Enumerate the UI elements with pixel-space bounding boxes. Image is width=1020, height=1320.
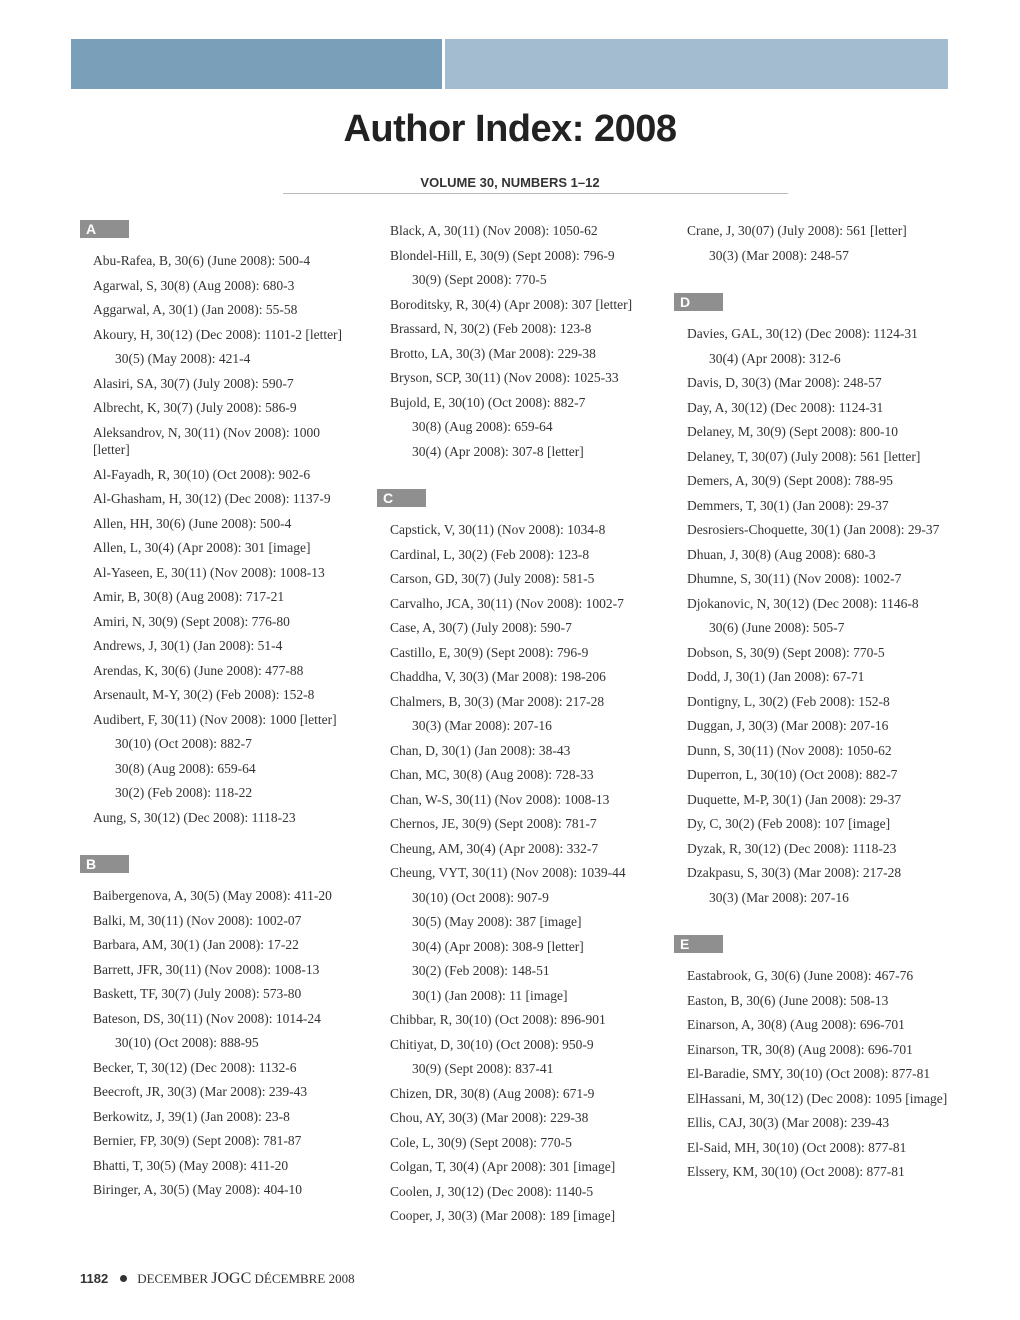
index-entry: Baskett, TF, 30(7) (July 2008): 573-80 xyxy=(93,986,302,1001)
index-sub-entry: 30(2) (Feb 2008): 118-22 xyxy=(115,785,253,800)
index-entry: Bhatti, T, 30(5) (May 2008): 411-20 xyxy=(93,1157,289,1173)
index-entry: Chalmers, B, 30(3) (Mar 2008): 217-28 xyxy=(390,693,605,709)
index-entry: Dodd, J, 30(1) (Jan 2008): 67-71 xyxy=(687,669,865,684)
index-entry: Aggarwal, A, 30(1) (Jan 2008): 55-58 xyxy=(93,302,298,317)
section-gap xyxy=(390,467,655,489)
index-entry: Biringer, A, 30(5) (May 2008): 404-10 xyxy=(93,1182,303,1197)
index-entry: Al-Fayadh, R, 30(10) (Oct 2008): 902-6 xyxy=(93,466,311,482)
index-entry: Eastabrook, G, 30(6) (June 2008): 467-76 xyxy=(687,968,914,983)
index-sub-entry: 30(10) (Oct 2008): 882-7 xyxy=(115,736,252,751)
section-letter-header: B xyxy=(80,855,129,873)
index-entry: Chibbar, R, 30(10) (Oct 2008): 896-901 xyxy=(390,1012,606,1027)
index-entry: Blondel-Hill, E, 30(9) (Sept 2008): 796-9 xyxy=(390,247,615,263)
footer-year: 2008 xyxy=(328,1271,355,1286)
index-sub-entry: 30(8) (Aug 2008): 659-64 xyxy=(412,419,553,434)
index-entry: Demmers, T, 30(1) (Jan 2008): 29-37 xyxy=(687,497,889,513)
index-sub-entry: 30(6) (June 2008): 505-7 xyxy=(709,620,845,635)
index-entry: Chan, D, 30(1) (Jan 2008): 38-43 xyxy=(390,742,571,758)
section-gap xyxy=(687,913,952,935)
index-entry: Dy, C, 30(2) (Feb 2008): 107 [image] xyxy=(687,816,891,831)
index-sub-entry: 30(5) (May 2008): 421-4 xyxy=(115,351,251,366)
index-entry: ElHassani, M, 30(12) (Dec 2008): 1095 [image] xyxy=(687,1090,948,1106)
index-entry: Duggan, J, 30(3) (Mar 2008): 207-16 xyxy=(687,718,889,733)
index-column-1 xyxy=(86,220,358,1206)
index-sub-entry: 30(8) (Aug 2008): 659-64 xyxy=(115,760,256,776)
index-entry: Baibergenova, A, 30(5) (May 2008): 411-20 xyxy=(93,888,332,903)
index-entry: Dhumne, S, 30(11) (Nov 2008): 1002-7 xyxy=(687,571,902,586)
index-entry: Elssery, KM, 30(10) (Oct 2008): 877-81 xyxy=(687,1164,905,1179)
index-entry: Chitiyat, D, 30(10) (Oct 2008): 950-9 xyxy=(390,1036,594,1052)
index-entry: Case, A, 30(7) (July 2008): 590-7 xyxy=(390,620,572,635)
index-entry: Agarwal, S, 30(8) (Aug 2008): 680-3 xyxy=(93,277,295,293)
index-entry: Allen, L, 30(4) (Apr 2008): 301 [image] xyxy=(93,540,311,555)
index-sub-entry: 30(3) (Mar 2008): 207-16 xyxy=(412,718,552,733)
index-entry: Arendas, K, 30(6) (June 2008): 477-88 xyxy=(93,662,304,678)
index-entry: Aung, S, 30(12) (Dec 2008): 1118-23 xyxy=(93,809,296,825)
index-entry: Barbara, AM, 30(1) (Jan 2008): 17-22 xyxy=(93,937,299,952)
index-entry: Dyzak, R, 30(12) (Dec 2008): 1118-23 xyxy=(687,840,897,856)
index-entry: Delaney, T, 30(07) (July 2008): 561 [letter] xyxy=(687,448,921,464)
index-sub-entry: 30(2) (Feb 2008): 148-51 xyxy=(412,963,550,978)
index-entry: Capstick, V, 30(11) (Nov 2008): 1034-8 xyxy=(390,522,606,537)
index-entry: Boroditsky, R, 30(4) (Apr 2008): 307 [letter] xyxy=(390,296,633,312)
index-entry: Dobson, S, 30(9) (Sept 2008): 770-5 xyxy=(687,644,885,660)
index-entry: Coolen, J, 30(12) (Dec 2008): 1140-5 xyxy=(390,1183,594,1199)
index-entry: Bateson, DS, 30(11) (Nov 2008): 1014-24 xyxy=(93,1010,321,1026)
index-entry: Black, A, 30(11) (Nov 2008): 1050-62 xyxy=(390,223,598,238)
index-entry: Bujold, E, 30(10) (Oct 2008): 882-7 xyxy=(390,394,586,410)
index-entry: Alasiri, SA, 30(7) (July 2008): 590-7 xyxy=(93,375,294,391)
index-entry: Davis, D, 30(3) (Mar 2008): 248-57 xyxy=(687,375,882,390)
index-entry: Brassard, N, 30(2) (Feb 2008): 123-8 xyxy=(390,321,592,336)
index-entry: Audibert, F, 30(11) (Nov 2008): 1000 [letter] xyxy=(93,711,337,727)
index-entry: Cheung, VYT, 30(11) (Nov 2008): 1039-44 xyxy=(390,865,626,880)
section-letter-header: C xyxy=(377,489,426,507)
index-entry: Allen, HH, 30(6) (June 2008): 500-4 xyxy=(93,515,292,531)
index-sub-entry: 30(10) (Oct 2008): 888-95 xyxy=(115,1035,259,1050)
index-entry: Andrews, J, 30(1) (Jan 2008): 51-4 xyxy=(93,638,283,653)
index-sub-entry: 30(9) (Sept 2008): 770-5 xyxy=(412,272,547,287)
page-subtitle: VOLUME 30, NUMBERS 1–12 xyxy=(420,175,600,190)
index-entry: El-Said, MH, 30(10) (Oct 2008): 877-81 xyxy=(687,1139,907,1155)
index-column-3 xyxy=(680,222,952,1188)
page-footer xyxy=(80,1270,355,1288)
page-number: 1182 xyxy=(80,1271,109,1286)
section-gap xyxy=(687,271,952,293)
index-entry: El-Baradie, SMY, 30(10) (Oct 2008): 877-81 xyxy=(687,1066,931,1081)
section-letter-header: D xyxy=(674,293,723,311)
index-entry: Dontigny, L, 30(2) (Feb 2008): 152-8 xyxy=(687,693,890,709)
index-entry: Davies, GAL, 30(12) (Dec 2008): 1124-31 xyxy=(687,326,918,341)
index-entry: Cole, L, 30(9) (Sept 2008): 770-5 xyxy=(390,1134,572,1150)
index-entry: Amir, B, 30(8) (Aug 2008): 717-21 xyxy=(93,589,285,604)
section-gap xyxy=(93,833,358,855)
index-entry: Djokanovic, N, 30(12) (Dec 2008): 1146-8 xyxy=(687,595,919,611)
index-entry: Bernier, FP, 30(9) (Sept 2008): 781-87 xyxy=(93,1133,302,1148)
index-entry: Chizen, DR, 30(8) (Aug 2008): 671-9 xyxy=(390,1085,595,1101)
section-letter-header: A xyxy=(80,220,129,238)
index-entry: Chou, AY, 30(3) (Mar 2008): 229-38 xyxy=(390,1110,589,1125)
bullet-icon xyxy=(120,1275,127,1282)
index-sub-entry: 30(1) (Jan 2008): 11 [image] xyxy=(412,987,568,1003)
index-entry: Carson, GD, 30(7) (July 2008): 581-5 xyxy=(390,571,595,586)
index-entry: Ellis, CAJ, 30(3) (Mar 2008): 239-43 xyxy=(687,1115,890,1130)
index-entry: Cheung, AM, 30(4) (Apr 2008): 332-7 xyxy=(390,840,599,856)
index-entry: Demers, A, 30(9) (Sept 2008): 788-95 xyxy=(687,473,893,488)
index-entry: Balki, M, 30(11) (Nov 2008): 1002-07 xyxy=(93,912,302,928)
index-entry: Carvalho, JCA, 30(11) (Nov 2008): 1002-7 xyxy=(390,595,624,611)
index-entry: Aleksandrov, N, 30(11) (Nov 2008): 1000 [letter] xyxy=(93,424,320,457)
index-entry: Brotto, LA, 30(3) (Mar 2008): 229-38 xyxy=(390,345,596,361)
index-entry: Duperron, L, 30(10) (Oct 2008): 882-7 xyxy=(687,767,898,782)
index-sub-entry: 30(3) (Mar 2008): 248-57 xyxy=(709,247,849,263)
index-entry: Day, A, 30(12) (Dec 2008): 1124-31 xyxy=(687,399,884,415)
header-banner-right xyxy=(445,39,948,89)
index-entry: Beecroft, JR, 30(3) (Mar 2008): 239-43 xyxy=(93,1084,308,1099)
index-entry: Chaddha, V, 30(3) (Mar 2008): 198-206 xyxy=(390,669,606,684)
index-entry: Chan, MC, 30(8) (Aug 2008): 728-33 xyxy=(390,767,594,782)
index-column-2 xyxy=(383,222,655,1232)
index-entry: Castillo, E, 30(9) (Sept 2008): 796-9 xyxy=(390,644,589,660)
index-entry: Albrecht, K, 30(7) (July 2008): 586-9 xyxy=(93,400,297,415)
title-rule xyxy=(283,193,788,194)
index-entry: Arsenault, M-Y, 30(2) (Feb 2008): 152-8 xyxy=(93,687,315,702)
index-entry: Bryson, SCP, 30(11) (Nov 2008): 1025-33 xyxy=(390,370,619,385)
section-letter-header: E xyxy=(674,935,723,953)
index-entry: Cooper, J, 30(3) (Mar 2008): 189 [image] xyxy=(390,1208,616,1223)
index-sub-entry: 30(4) (Apr 2008): 308-9 [letter] xyxy=(412,938,584,954)
index-entry: Chernos, JE, 30(9) (Sept 2008): 781-7 xyxy=(390,816,597,831)
index-entry: Dunn, S, 30(11) (Nov 2008): 1050-62 xyxy=(687,742,892,758)
index-entry: Einarson, A, 30(8) (Aug 2008): 696-701 xyxy=(687,1017,905,1032)
index-entry: Barrett, JFR, 30(11) (Nov 2008): 1008-13 xyxy=(93,961,320,977)
index-entry: Crane, J, 30(07) (July 2008): 561 [letter] xyxy=(687,223,907,238)
index-entry: Akoury, H, 30(12) (Dec 2008): 1101-2 [letter] xyxy=(93,326,343,342)
page-title: Author Index: 2008 xyxy=(343,108,677,150)
index-sub-entry: 30(4) (Apr 2008): 312-6 xyxy=(709,350,841,366)
index-sub-entry: 30(10) (Oct 2008): 907-9 xyxy=(412,889,549,905)
index-entry: Dzakpasu, S, 30(3) (Mar 2008): 217-28 xyxy=(687,865,902,880)
index-sub-entry: 30(4) (Apr 2008): 307-8 [letter] xyxy=(412,443,584,459)
index-entry: Duquette, M-P, 30(1) (Jan 2008): 29-37 xyxy=(687,791,902,807)
index-sub-entry: 30(9) (Sept 2008): 837-41 xyxy=(412,1061,554,1076)
index-entry: Easton, B, 30(6) (June 2008): 508-13 xyxy=(687,992,889,1008)
footer-month-fr: DÉCEMBRE xyxy=(254,1271,326,1286)
index-entry: Desrosiers-Choquette, 30(1) (Jan 2008): 29-37 xyxy=(687,522,940,537)
journal-name: JOGC xyxy=(211,1270,252,1287)
index-sub-entry: 30(5) (May 2008): 387 [image] xyxy=(412,914,582,929)
index-entry: Einarson, TR, 30(8) (Aug 2008): 696-701 xyxy=(687,1041,913,1057)
index-entry: Dhuan, J, 30(8) (Aug 2008): 680-3 xyxy=(687,546,876,562)
index-sub-entry: 30(3) (Mar 2008): 207-16 xyxy=(709,889,849,905)
index-entry: Cardinal, L, 30(2) (Feb 2008): 123-8 xyxy=(390,546,590,562)
index-entry: Berkowitz, J, 39(1) (Jan 2008): 23-8 xyxy=(93,1108,290,1124)
index-entry: Colgan, T, 30(4) (Apr 2008): 301 [image] xyxy=(390,1159,616,1174)
index-entry: Delaney, M, 30(9) (Sept 2008): 800-10 xyxy=(687,424,898,439)
index-entry: Becker, T, 30(12) (Dec 2008): 1132-6 xyxy=(93,1059,297,1075)
index-entry: Amiri, N, 30(9) (Sept 2008): 776-80 xyxy=(93,613,290,629)
header-banner-left xyxy=(71,39,442,89)
index-entry: Chan, W-S, 30(11) (Nov 2008): 1008-13 xyxy=(390,791,610,807)
footer-month: DECEMBER xyxy=(137,1271,208,1286)
index-entry: Al-Yaseen, E, 30(11) (Nov 2008): 1008-13 xyxy=(93,564,325,580)
index-entry: Abu-Rafea, B, 30(6) (June 2008): 500-4 xyxy=(93,253,311,268)
index-entry: Al-Ghasham, H, 30(12) (Dec 2008): 1137-9 xyxy=(93,491,331,506)
